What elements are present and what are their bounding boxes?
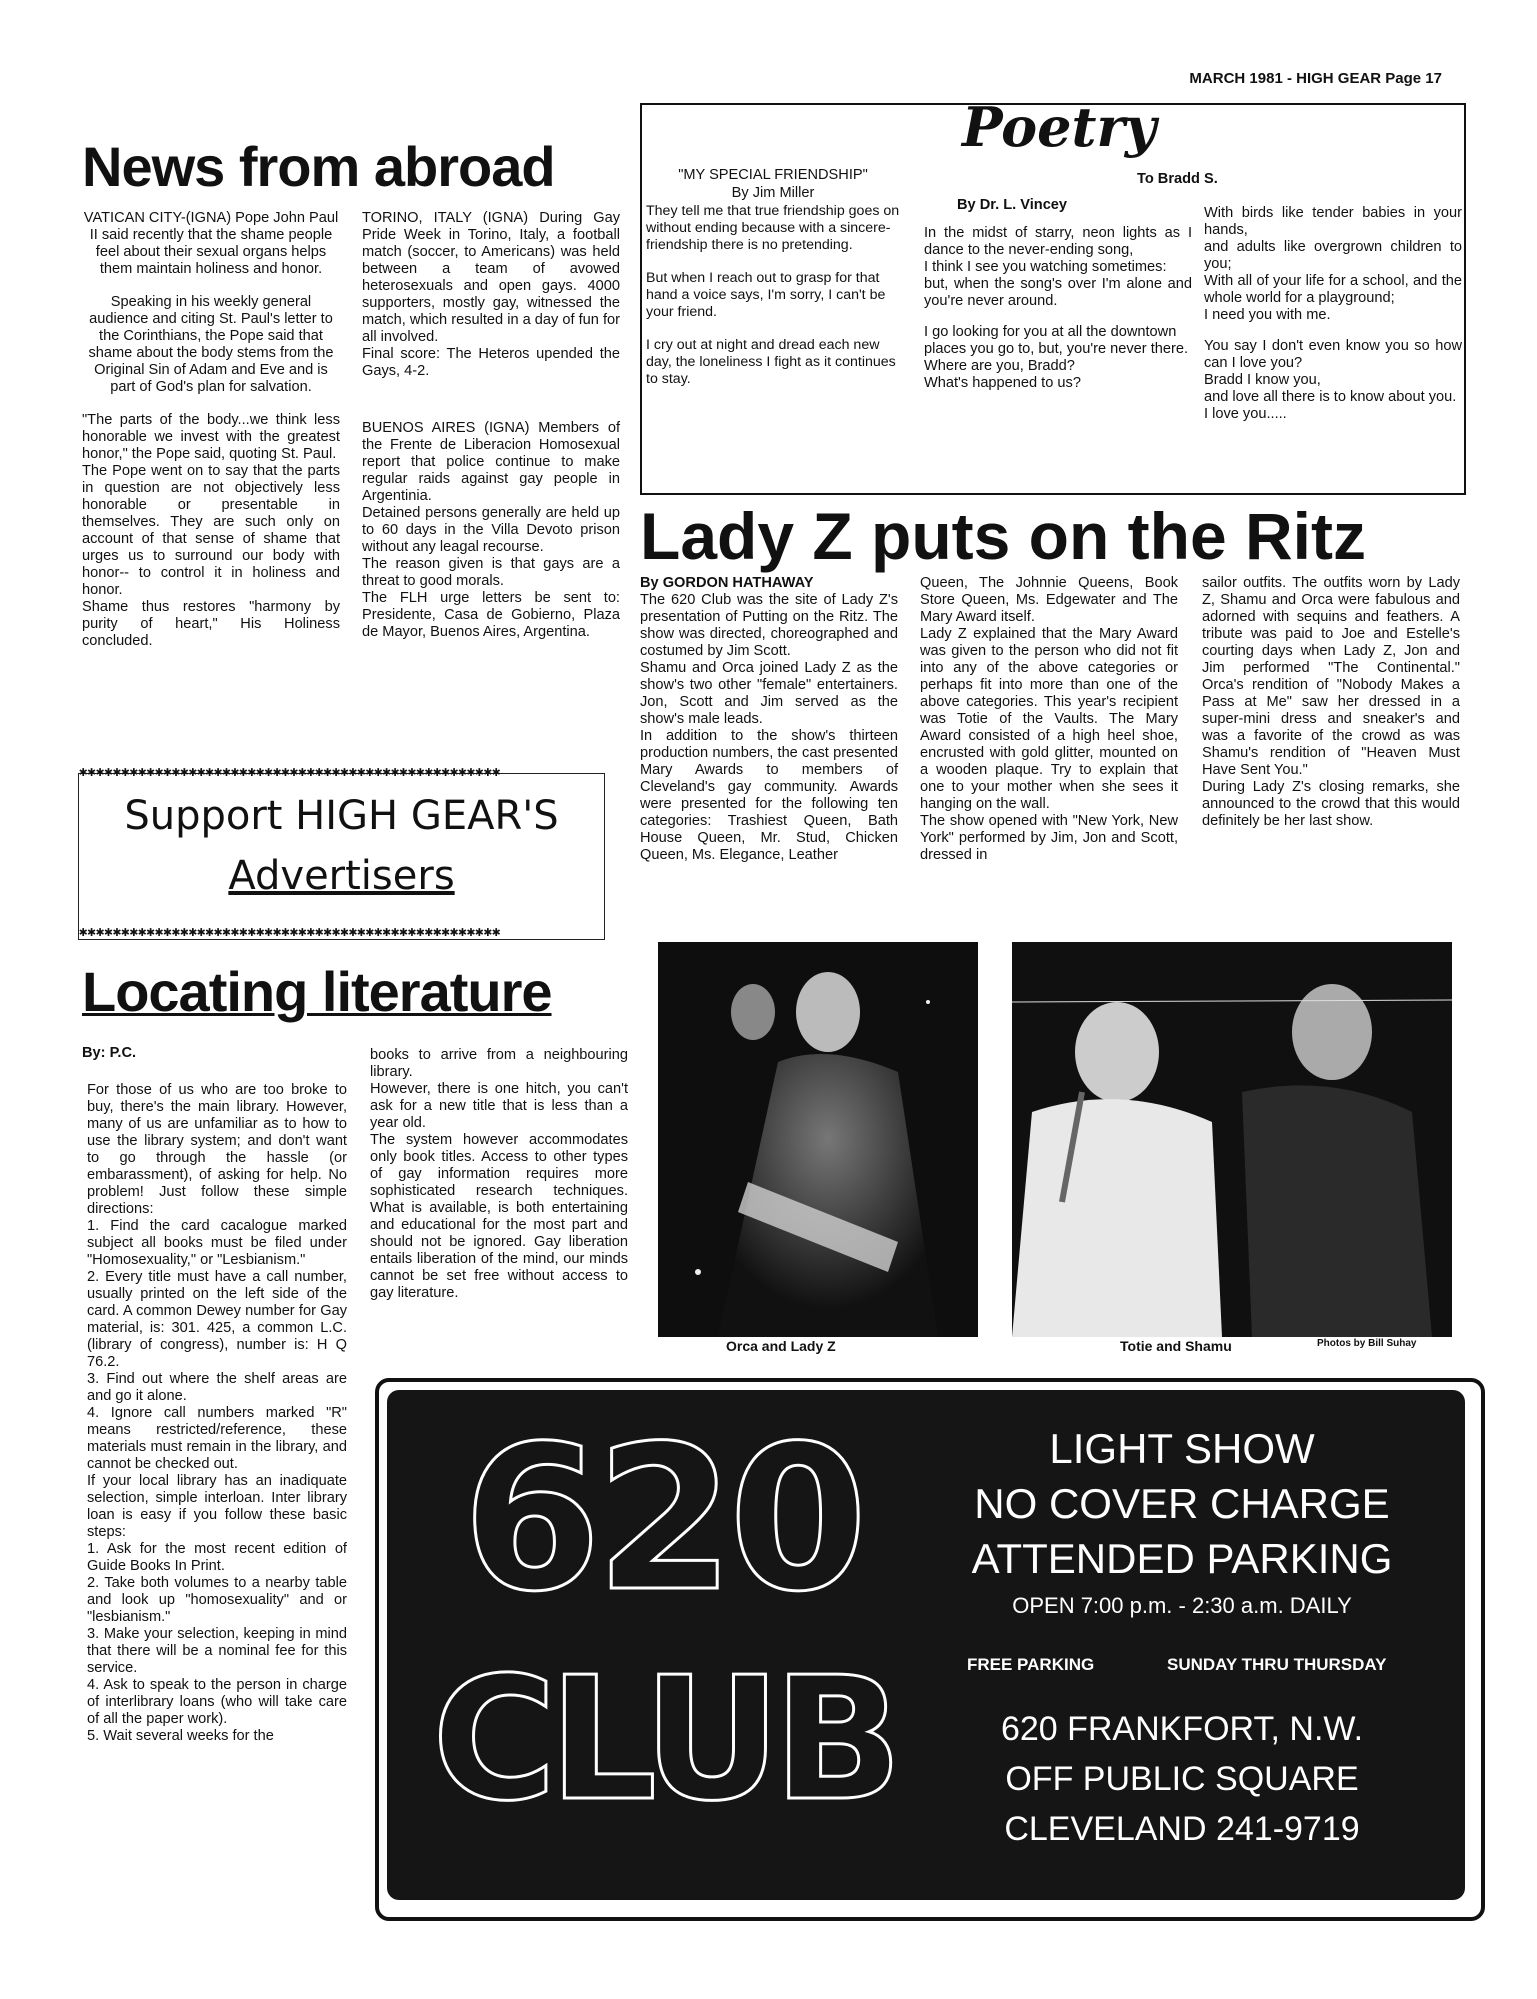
ladyz-col1: The 620 Club was the site of Lady Z's presentation of Putting on the Ritz. The show was directed, choreographed and costumed by Jim Scott. Shamu and Orca joined Lady Z as the show's two other "female" entertainers. Jon, Scott and Jim served as the show's male leads. In addition to the show's thirteen production numbers, the cast presented Mary Awards to members of Cleveland's gay community. Awards were presented for the following ten categories: Trashiest Queen, Bath House Queen, Mr. Stud, Chicken Queen, Ms. Elegance, Leather	[640, 592, 898, 863]
photo-totie-shamu-image	[1012, 942, 1452, 1337]
poem2-dedication: To Bradd S.	[1137, 171, 1218, 187]
poem2-stanza: You say I don't even know you so how can I love you? Bradd I know you, and love all there is to know about you. I love you.....	[1204, 338, 1462, 422]
photo-orca-lady-z	[658, 942, 978, 1337]
poem1-author: By Jim Miller	[731, 185, 815, 201]
club-logo-620: 620	[462, 1403, 862, 1636]
poem2-col1	[924, 225, 1192, 392]
literature-byline: By: P.C.	[82, 1045, 137, 1061]
news-parts-para: "The parts of the body...we think less honorable we invest with the greatest honor," the Pope said, quoting St. Paul. The Pope went on to say that the parts in question are not objectively less honorable or presentable in themselves. They are such only on account of that sense of shame that urges us to surround our body with honor-- to control it in holiness and honor. Shame thus restores "harmony by purity of heart," His Holiness concluded.	[82, 412, 340, 649]
literature-col2: books to arrive from a neighbouring library. However, there is one hitch, you can't ask for a new title that is less than a year old. The system however accommodates only book titles. Access to other types of gay information requires more sophisticated research techniques. What is available, is both entertaining and educational for the most part and should not be ignored. Gay liberation entails liberation of the mind, our minds cannot be set free without access to gay literature.	[370, 1047, 628, 1301]
poem2-stanza: In the midst of starry, neon lights as I dance to the never-ending song, I think I see you watching sometimes: but, when the song's over I'm alone and you're never around.	[924, 225, 1192, 309]
caption-totie-shamu: Totie and Shamu	[1120, 1338, 1232, 1354]
ad-light-show: LIGHT SHOW	[1049, 1425, 1315, 1472]
club-ad-text	[947, 1425, 1417, 1885]
ad-free-parking: FREE PARKING	[967, 1655, 1095, 1674]
news-torino-para: TORINO, ITALY (IGNA) During Gay Pride Week in Torino, Italy, a football match (soccer, to Americans) was held between a team of avowed heterosexuals and open gays. 4000 supporters, mostly gay, witnessed the match, which resulted in a day of fun for all involved. Final score: The Heteros upended the Gays, 4-2.	[362, 210, 620, 379]
poem2-col2	[1204, 205, 1462, 423]
support-line1: Support HIGH GEAR'S	[124, 793, 559, 839]
ad-days: SUNDAY THRU THURSDAY	[1167, 1655, 1387, 1674]
ladyz-title: Lady Z puts on the Ritz	[640, 499, 1366, 573]
ladyz-byline: By GORDON HATHAWAY	[640, 575, 814, 591]
literature-col1: For those of us who are too broke to buy, there's the main library. However, many of us are unfamiliar as to how to use the library system; and don't want to go through the hassle (or embarassment), of asking for help. No problem! Just follow these simple directions: 1. Find the card cacalogue marked subject all books must be filed under "Homosexuality," or "Lesbianism." 2. Every title must have a call number, usually printed on the left side of the card. A common Dewey number for Gay material, is: 301. 425, a common L.C. (library of congress), number is: H Q 76.2. 3. Find out where the shelf areas are and go it alone. 4. Ignore call numbers marked "R" means restricted/reference, these materials must remain in the library, and cannot be checked out. If your local library has an inadiquate selection, simple interloan. Inter library loan is easy if you follow these basic steps: 1. Ask for the most recent edition of Guide Books In Print. 2. Take both volumes to a nearby table and look up "homosexuality" and or "lesbianism." 3. Make your selection, keeping in mind that there will be a nominal fee for this service. 4. Ask to speak to the person in charge of interlibrary loans (who will take care of all the paper work). 5. Wait several weeks for the	[87, 1082, 347, 1744]
poetry-box	[640, 95, 1466, 495]
club-logo-club: CLUB	[432, 1641, 895, 1839]
poetry-title: Poetry	[962, 95, 1157, 159]
star-border-top: ✱✱✱✱✱✱✱✱✱✱✱✱✱✱✱✱✱✱✱✱✱✱✱✱✱✱✱✱✱✱✱✱✱✱✱✱✱✱✱✱✱✱✱✱✱✱✱✱✱✱	[79, 764, 501, 780]
club-logo	[432, 1403, 895, 1880]
support-line2: Advertisers	[228, 853, 455, 899]
news-buenos-aires-para: BUENOS AIRES (IGNA) Members of the Frente de Liberacion Homosexual report that police continue to make regular raids against gay people in Argentinia. Detained persons generally are held up to 60 days in the Villa Devoto prison without any leagal recourse. The reason given is that gays are a threat to good morals. The FLH urge letters be sent to: Presidente, Casa de Gobierno, Plaza de Mayor, Buenos Aires, Argentina.	[362, 420, 620, 640]
ad-no-cover: NO COVER CHARGE	[974, 1480, 1390, 1527]
ladyz-col3: sailor outfits. The outfits worn by Lady Z, Shamu and Orca were fabulous and adorned with sequins and feathers. A tribute was paid to Joe and Estelle's courting days when Lady Z, Jon and Jim performed "The Continental." Orca's rendition of "Nobody Makes a Pass at Me" saw her dressed in a super-mini dress and sneaker's and was a favorite of the crowd as was Shamu's rendition of "Heaven Must Have Sent You." During Lady Z's closing remarks, she announced to the crowd that this would definitely be her last show.	[1202, 575, 1460, 829]
club-ad	[387, 1390, 1465, 1900]
literature-title: Locating literature	[82, 960, 552, 1023]
photo-orca-lady-z-image	[658, 942, 978, 1337]
poem2-stanza: With birds like tender babies in your hands, and adults like overgrown children to you; With all of your life for a school, and the whole world for a playground; I need you with me.	[1204, 205, 1462, 323]
news-col1	[82, 210, 340, 650]
news-title: News from abroad	[82, 135, 555, 198]
photo-totie-shamu	[1012, 942, 1452, 1337]
ad-square: OFF PUBLIC SQUARE	[1005, 1760, 1359, 1798]
ad-city-phone: CLEVELAND 241-9719	[1004, 1810, 1360, 1848]
news-vatican-para: VATICAN CITY-(IGNA) Pope John Paul II said recently that the shame people feel about their sexual organs helps them maintain holiness and honor.	[83, 210, 339, 277]
star-border-bottom: ✱✱✱✱✱✱✱✱✱✱✱✱✱✱✱✱✱✱✱✱✱✱✱✱✱✱✱✱✱✱✱✱✱✱✱✱✱✱✱✱✱✱✱✱✱✱✱✱✱✱	[79, 924, 501, 940]
poem1-stanza: They tell me that true friendship goes on without ending because with a sincere-friendship there is no pretending.	[646, 203, 900, 253]
ad-attended-parking: ATTENDED PARKING	[971, 1535, 1393, 1582]
poem1-stanza: But when I reach out to grasp for that hand a voice says, I'm sorry, I can't be your friend.	[646, 270, 886, 320]
news-col2	[362, 210, 620, 641]
ladyz-col2: Queen, The Johnnie Queens, Book Store Queen, Ms. Edgewater and The Mary Award itself. Lady Z explained that the Mary Award was given to the person who did not fit into any of the above categories or perhaps fit into more than one of the above categories. This year's recipient was Totie of the Vaults. The Mary Award consisted of a high heel shoe, encrusted with gold glitter, mounted on a wooden plaque. Try to explain that one to your mother when she sees it hanging on the wall. The show opened with "New York, New York" performed by Jim, Jon and Scott, dressed in	[920, 575, 1178, 863]
caption-orca-lady-z: Orca and Lady Z	[726, 1338, 836, 1354]
ad-hours: OPEN 7:00 p.m. - 2:30 a.m. DAILY	[1012, 1593, 1352, 1618]
poem1-body	[646, 203, 908, 388]
page-header: MARCH 1981 - HIGH GEAR Page 17	[1189, 70, 1442, 87]
poem1-title: "MY SPECIAL FRIENDSHIP"	[678, 167, 868, 183]
poem2-stanza: I go looking for you at all the downtown places you go to, but, you're never there. Where are you, Bradd? What's happened to us?	[924, 324, 1189, 391]
news-general-audience-para: Speaking in his weekly general audience and citing St. Paul's letter to the Corinthians, the Pope said that shame about the body stems from the Original Sin of Adam and Eve and is part of God's plan for salvation.	[88, 294, 334, 395]
poem2-author: By Dr. L. Vincey	[957, 197, 1068, 213]
support-box	[78, 764, 605, 940]
poem1-stanza: I cry out at night and dread each new day, the loneliness I fight as it continues to stay.	[646, 337, 896, 387]
photo-credit: Photos by Bill Suhay	[1317, 1338, 1417, 1349]
ad-address: 620 FRANKFORT, N.W.	[1000, 1710, 1364, 1748]
